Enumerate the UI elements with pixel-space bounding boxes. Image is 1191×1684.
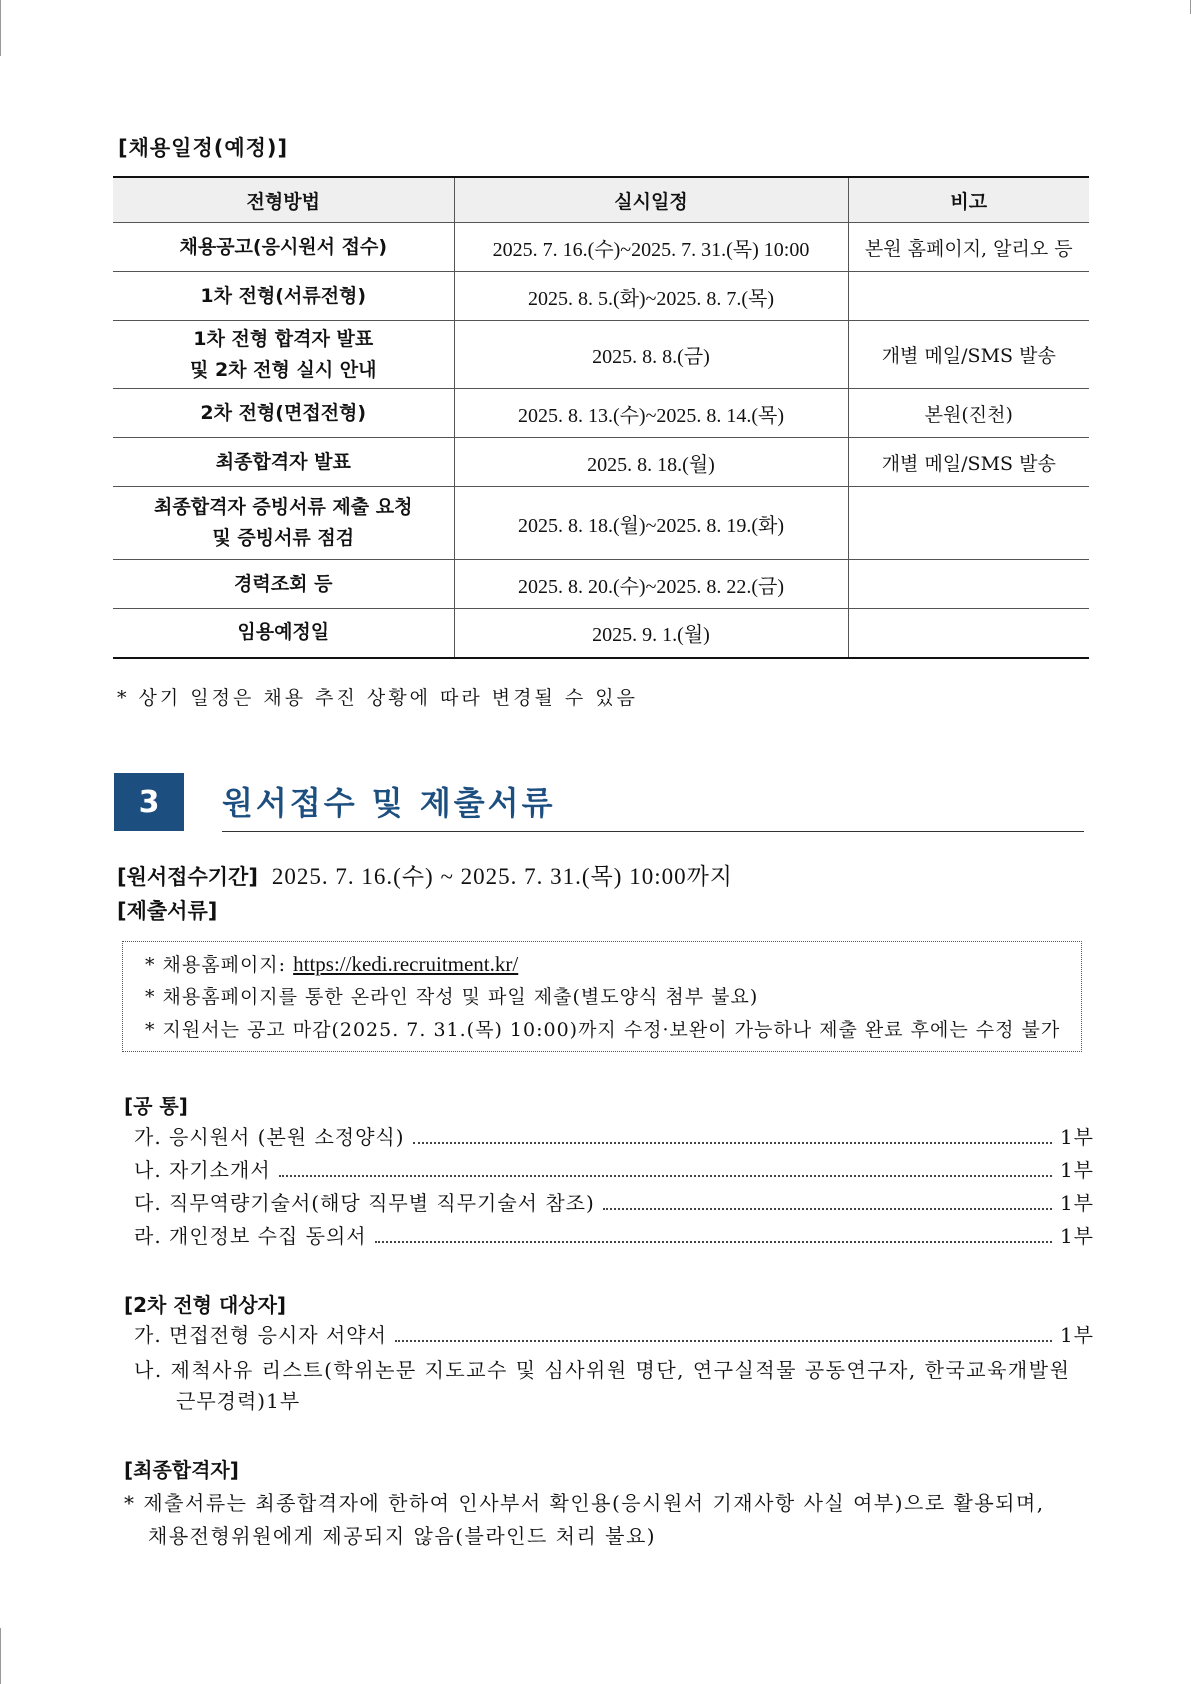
list-item: 가. 응시원서 (본원 소정양식) 1부 (134, 1125, 1094, 1149)
table-row (113, 272, 1089, 321)
table-row (113, 560, 1089, 609)
row-note (848, 487, 1089, 560)
final-note: * 제출서류는 최종합격자에 한하여 인사부서 확인용(응시원서 기재사항 사실 여부)으로 활용되며, (124, 1491, 1045, 1515)
table-row (113, 321, 1089, 389)
leader-dots (279, 1175, 1052, 1177)
crop-mark (0, 0, 1, 56)
documents-label: [제출서류] (117, 899, 218, 923)
header-method: 전형방법 (113, 177, 454, 223)
row-note: 개별 메일/SMS 발송 (848, 438, 1089, 487)
row-note (848, 609, 1089, 658)
section-title: 원서접수 및 제출서류 (222, 784, 556, 822)
crop-mark (0, 1628, 1, 1684)
row-date: 2025. 8. 18.(월)~2025. 8. 19.(화) (454, 487, 848, 560)
row-date: 2025. 9. 1.(월) (454, 609, 848, 658)
schedule-table (113, 176, 1089, 659)
second-round-label: [2차 전형 대상자] (124, 1293, 287, 1317)
row-method: 최종합격자 증빙서류 제출 요청 및 증빙서류 점검 (113, 487, 454, 560)
leader-dots (603, 1208, 1052, 1210)
row-date: 2025. 8. 8.(금) (454, 321, 848, 389)
header-date: 실시일정 (454, 177, 848, 223)
row-method: 경력조회 등 (113, 560, 454, 609)
table-row (113, 223, 1089, 272)
row-note: 본원(진천) (848, 389, 1089, 438)
row-note: 본원 홈페이지, 알리오 등 (848, 223, 1089, 272)
row-method: 채용공고(응시원서 접수) (113, 223, 454, 272)
notice-line: * 채용홈페이지: https://kedi.recruitment.kr/ (145, 952, 519, 976)
row-note (848, 272, 1089, 321)
row-date: 2025. 8. 18.(월) (454, 438, 848, 487)
table-row (113, 389, 1089, 438)
notice-box (122, 941, 1082, 1052)
table-row (113, 609, 1089, 658)
leader-dots (375, 1241, 1052, 1243)
list-item: 가. 면접전형 응시자 서약서 1부 (134, 1323, 1094, 1347)
notice-line: * 채용홈페이지를 통한 온라인 작성 및 파일 제출(별도양식 첨부 불요) (145, 986, 759, 1008)
list-item: 다. 직무역량기술서(해당 직무별 직무기술서 참조) 1부 (134, 1191, 1094, 1215)
common-label: [공 통] (124, 1094, 188, 1118)
row-date: 2025. 8. 5.(화)~2025. 8. 7.(목) (454, 272, 848, 321)
header-note: 비고 (848, 177, 1089, 223)
leader-dots (413, 1142, 1052, 1144)
row-date: 2025. 8. 13.(수)~2025. 8. 14.(목) (454, 389, 848, 438)
notice-line: * 지원서는 공고 마감(2025. 7. 31.(목) 10:00)까지 수정·보완이 가능하나 제출 완료 후에는 수정 불가 (145, 1019, 1061, 1041)
leader-dots (395, 1340, 1052, 1342)
table-header-row (113, 177, 1089, 223)
row-method: 임용예정일 (113, 609, 454, 658)
final-label: [최종합격자] (124, 1458, 239, 1482)
section-divider (222, 831, 1084, 832)
row-note: 개별 메일/SMS 발송 (848, 321, 1089, 389)
list-item: 라. 개인정보 수집 동의서 1부 (134, 1224, 1094, 1248)
row-method: 2차 전형(면접전형) (113, 389, 454, 438)
table-row (113, 438, 1089, 487)
list-item: 나. 제척사유 리스트(학위논문 지도교수 및 심사위원 명단, 연구실적물 공동연구자, 한국교육개발원 (134, 1358, 1071, 1382)
period-value: 2025. 7. 16.(수) ~ 2025. 7. 31.(목) 10:00까지 (271, 864, 734, 889)
schedule-footnote: * 상기 일정은 채용 추진 상황에 따라 변경될 수 있음 (117, 687, 638, 709)
period-label: [원서접수기간] (117, 865, 258, 889)
list-item: 나. 자기소개서 1부 (134, 1158, 1094, 1182)
final-note-continued: 채용전형위원에게 제공되지 않음(블라인드 처리 불요) (148, 1524, 657, 1548)
row-method: 1차 전형 합격자 발표 및 2차 전형 실시 안내 (113, 321, 454, 389)
section-number-badge: 3 (114, 773, 184, 831)
row-date: 2025. 7. 16.(수)~2025. 7. 31.(목) 10:00 (454, 223, 848, 272)
schedule-title: [채용일정(예정)] (118, 136, 289, 160)
row-note (848, 560, 1089, 609)
row-method: 1차 전형(서류전형) (113, 272, 454, 321)
application-period (117, 858, 733, 891)
recruitment-link[interactable]: https://kedi.recruitment.kr/ (293, 952, 519, 976)
row-method: 최종합격자 발표 (113, 438, 454, 487)
list-item-continued: 근무경력) 1부 (176, 1389, 301, 1413)
table-row (113, 487, 1089, 560)
row-date: 2025. 8. 20.(수)~2025. 8. 22.(금) (454, 560, 848, 609)
